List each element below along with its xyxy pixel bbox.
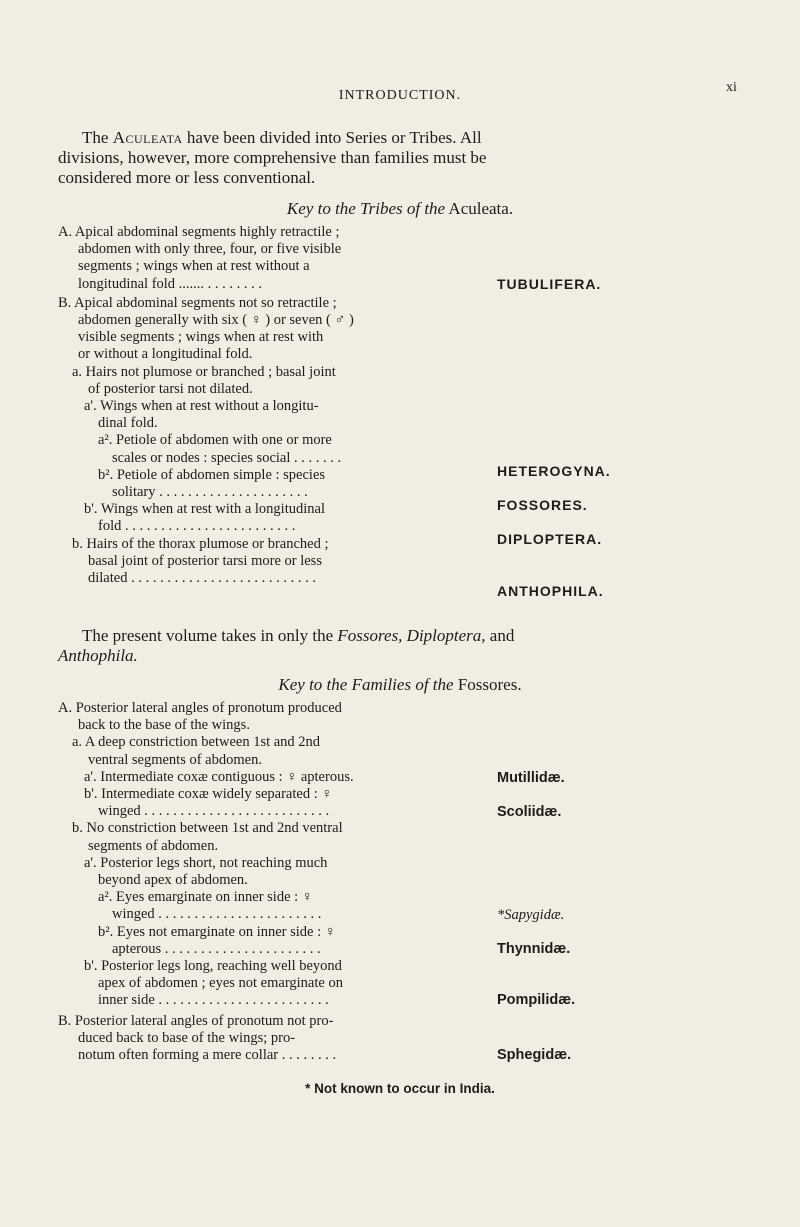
key-line: b'. Wings when at rest with a longitudinal (84, 501, 325, 518)
key-line: b. No constriction between 1st and 2nd ventral (72, 820, 343, 837)
key-line: B. Posterior lateral angles of pronotum not pro- (58, 1012, 334, 1029)
key-title-roman: Fossores. (453, 675, 522, 694)
tribe-heterogyna: HETEROGYNA. (497, 463, 611, 479)
tribe-anthophila: ANTHOPHILA. (497, 583, 604, 599)
tribe-tubulifera: TUBULIFERA. (497, 276, 602, 292)
key-tribes-title (0, 199, 800, 219)
key-line: dinal fold. (98, 415, 158, 432)
key-tribes (58, 224, 478, 587)
key-line: b'. Posterior legs long, reaching well beyond (84, 958, 342, 975)
key-line: basal joint of posterior tarsi more or less (88, 552, 322, 569)
key-line: A. Apical abdominal segments highly retractile ; (58, 224, 340, 240)
present-text: and (485, 626, 515, 645)
key-title-roman: Aculeata. (445, 199, 514, 218)
key-line: a. Hairs not plumose or branched ; basal joint (72, 363, 336, 380)
key-line: apex of abdomen ; eyes not emarginate on (98, 975, 343, 992)
key-line: A. Posterior lateral angles of pronotum produced (58, 700, 342, 716)
present-volume-paragraph (58, 626, 758, 666)
footnote: * Not known to occur in India. (305, 1081, 495, 1096)
key-line: b. Hairs of the thorax plumose or branched ; (72, 535, 329, 552)
key-line: winged . . . . . . . . . . . . . . . . . . . . . . . . . . (98, 803, 330, 820)
key-line: duced back to base of the wings; pro- (78, 1029, 296, 1046)
key-line: a'. Posterior legs short, not reaching much (84, 854, 328, 871)
key-line: inner side . . . . . . . . . . . . . . . . . . . . . . . . (98, 992, 329, 1009)
key-line: winged . . . . . . . . . . . . . . . . . . . . . . . (112, 906, 322, 923)
present-taxa: Anthophila. (58, 646, 138, 665)
key-title-italic: Key to the Tribes of the (286, 199, 446, 218)
family-mutillidae: Mutillidæ. (497, 770, 565, 786)
key-families-title (0, 675, 800, 695)
present-taxa: Fossores, Diploptera, (337, 626, 486, 645)
family-thynnidae: Thynnidæ. (497, 941, 571, 957)
present-text: The present volume takes in only the (82, 626, 338, 645)
key-line: a². Eyes emarginate on inner side : ♀ (98, 889, 313, 906)
key-line: longitudinal fold ....... . . . . . . . . (78, 275, 263, 292)
key-line: abdomen with only three, four, or five visible (78, 241, 342, 258)
intro-text: The (82, 128, 113, 147)
key-line: b². Petiole of abdomen simple : species (98, 466, 326, 483)
key-line: a'. Intermediate coxæ contiguous : ♀ apterous. (84, 768, 354, 785)
key-line: a'. Wings when at rest without a longitu- (84, 398, 319, 415)
key-line: dilated . . . . . . . . . . . . . . . . . . . . . . . . . . (88, 570, 316, 587)
family-sphegidae: Sphegidæ. (497, 1047, 572, 1063)
key-line: notum often forming a mere collar . . . . . . . . (78, 1047, 337, 1064)
key-line: segments of abdomen. (88, 837, 219, 854)
page-number: xi (726, 80, 737, 95)
running-head: INTRODUCTION. (338, 88, 462, 103)
intro-text: considered more or less conventional. (58, 168, 316, 187)
key-title-italic: Key to the Families of the (278, 675, 454, 694)
key-line: back to the base of the wings. (78, 717, 250, 734)
key-line: b'. Intermediate coxæ widely separated : ♀ (84, 786, 333, 803)
key-line: visible segments ; wings when at rest with (78, 329, 324, 346)
tribe-diploptera: DIPLOPTERA. (497, 531, 603, 547)
key-line: a². Petiole of abdomen with one or more (98, 432, 332, 449)
key-line: ventral segments of abdomen. (88, 751, 262, 768)
key-line: solitary . . . . . . . . . . . . . . . . . . . . . (112, 484, 308, 501)
tribe-fossores: FOSSORES. (497, 497, 588, 513)
key-line: a. A deep constriction between 1st and 2nd (72, 734, 321, 751)
aculeata-smallcaps: Aculeata (112, 128, 183, 147)
key-line: B. Apical abdominal segments not so retractile ; (58, 294, 337, 311)
family-scoliidae: Scoliidæ. (497, 804, 562, 820)
family-sapygidae: *Sapygidæ. (497, 907, 565, 923)
key-line: fold . . . . . . . . . . . . . . . . . . . . . . . . (98, 518, 296, 535)
key-line: apterous . . . . . . . . . . . . . . . . . . . . . . (112, 940, 321, 957)
key-line: scales or nodes : species social . . . . . . . (112, 449, 342, 466)
key-line: abdomen generally with six ( ♀ ) or seven ( ♂ ) (78, 312, 354, 329)
key-line: of posterior tarsi not dilated. (88, 380, 253, 397)
intro-paragraph (58, 128, 758, 188)
key-families (58, 700, 478, 1064)
key-line: beyond apex of abdomen. (98, 872, 248, 889)
family-pompilidae: Pompilidæ. (497, 992, 576, 1008)
intro-text: divisions, however, more comprehensive than families must be (58, 148, 487, 167)
intro-text: have been divided into Series or Tribes. All (182, 128, 482, 147)
key-line: segments ; wings when at rest without a (78, 258, 310, 275)
key-line: or without a longitudinal fold. (78, 346, 253, 363)
key-line: b². Eyes not emarginate on inner side : ♀ (98, 923, 336, 940)
